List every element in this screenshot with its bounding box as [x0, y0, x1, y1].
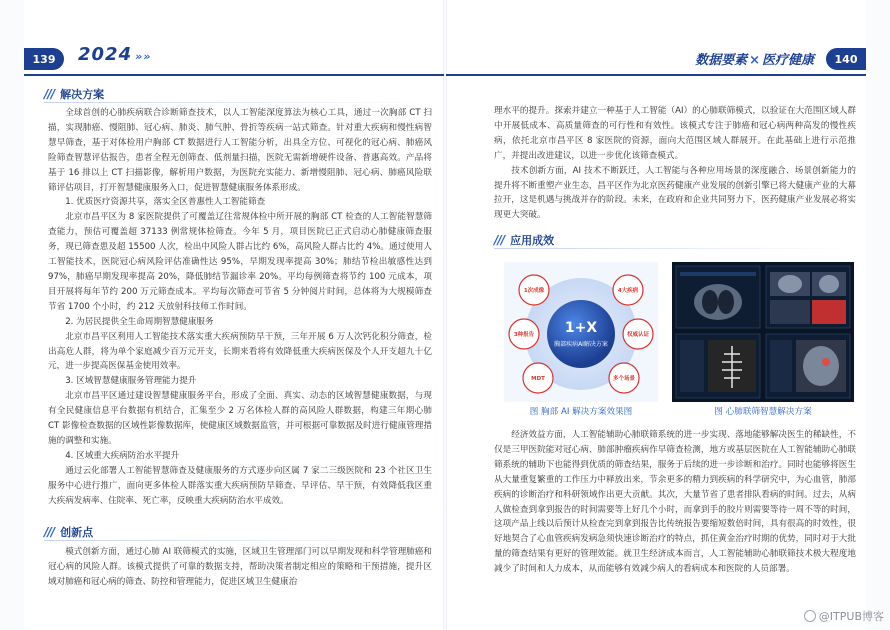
item-2-heading: 2. 为居民提供全生命周期智慧健康服务 [65, 316, 214, 327]
brand-left: 数据要素 [695, 53, 748, 68]
tag-r-text: 权威认证 [626, 332, 650, 338]
right-top-p2: 技术创新方面，AI 技术不断跃迁，人工智能与各种应用场景的深度融合、场景创新能力的提升将不断重塑产业生态，昌平区作为北京医药健康产业发展的创新引擎已将大健康产业的大幕拉开，这是机遇与挑战并存的阶段。未来，在政府和企业共同努力下，医药健康产业发展必将实现更大突破。 [494, 165, 856, 221]
right-page-number: 140 [826, 48, 866, 70]
brand-title [695, 49, 814, 68]
item-1-heading: 1. 优质医疗资源共享，落实全区普惠性人工智能筛查 [65, 197, 266, 208]
innovation-paragraph: 模式创新方面，通过心肺 AI 联筛模式的实施，区域卫生管理部门可以早期发现和科学管理肺癌和冠心病的风险人群。该模式提供了可靠的数据支持，帮助决策者制定相应的策略和干预措施，提升区域对肺癌和冠心病的筛查、防控和管理能力，促进区域卫生健康治 [48, 547, 432, 587]
solution-section-title [44, 86, 104, 102]
solution-title-text: 解决方案 [60, 88, 105, 101]
tag-tl-text: 1次成像 [523, 288, 545, 294]
economic-paragraph: 经济效益方面，人工智能辅助心肺联筛系统的进一步实现、落地能够解决医生的稀缺性，不仅是三甲医院能对冠心病、肺部肿瘤疾病作早筛查检测，地方或基层医院在人工智能辅助心肺联筛系统的辅助下也能得到优质的筛查结果，服务于后续的进一步诊断和治疗。同时也能够将医生从大量重复繁重的工作压力中释放出来，节余更多的精力到疾病的科学研究中，为心血管，肺部疾病的诊断治疗和科研领域作出更大贡献。其次，大量节省了患者排队看病的时间。过去，从病人做检查到拿到报告的时间需要等上好几个小时，而拿到手的胶片则需要等待一周不等的时间，这项产品上线以后预计从检查完到拿到报告比传统报告要缩短数倍时间，具有很高的时效性，很好地契合了心血管疾病发病急须快速诊断治疗的特点，抓住黄金治疗时期的优势，同时对于大批量的筛查结果有更好的管理效能。就卫生经济成本而言，人工智能辅助心肺联筛技术极大程度地减少了时间和人力成本，从而能够有效减少病人的看病成本和医院的人员部署。 [494, 430, 856, 575]
slashes-icon: /// [44, 87, 55, 101]
tag-l-text: 3种报告 [513, 332, 535, 338]
left-header-rule [24, 74, 444, 76]
solution-body [48, 106, 432, 508]
right-header-rule [446, 74, 866, 76]
left-page-number: 139 [24, 48, 64, 70]
figure-ai-solution [504, 262, 658, 402]
solution-intro: 全球首创的心肺疾病联合诊断筛查技术，以人工智能深度算法为核心工具，通过一次胸部 CT 扫描，实现肺癌、慢阻肺、冠心病、肺炎、肺气肿、骨折等疾病一站式筛查。针对重大疾病和慢性病智慧早筛查，基于对体检用户胸部 CT 数据进行人工智能分析，出具全方位、可视化的冠心病、肺癌风险筛查智慧评估报告，患者全程无创筛查、低剂量扫描，医院无需新增硬件设备、普惠高效。产品将基于 16 排以上 CT 扫描影像，解析用户数据，为医院充实能力、新增慢阻肺、冠心病、肺癌风险联筛评估项目，打开智慧健康服务入口，促进智慧健康服务体系形成。 [48, 108, 432, 193]
item-4-heading: 4. 区域重大疾病防治水平提升 [65, 450, 180, 461]
screen-bottom-right [766, 334, 850, 398]
results-section-title [494, 232, 554, 248]
results-title-text: 应用成效 [510, 234, 555, 247]
center-big-text: 1+X [564, 320, 598, 336]
watermark [804, 608, 884, 624]
tag-br-text: 多个场景 [612, 376, 636, 382]
ai-solution-diagram [504, 262, 658, 402]
year-text: 2024 [78, 44, 133, 65]
item-3-body: 北京市昌平区通过建设智慧健康服务平台，形成了全面、真实、动态的区域智慧健康数据，与现有全民健康信息平台数据有机结合，汇集至少 2 万名体检人群的高风险人群数据，构建三年期心肺 CT 影像检查数据的区域性影像数据库，使健康区域数据监管，并可根据可靠数据及时进行健康管理措施的调整和实施。 [48, 391, 432, 446]
watermark-icon [804, 610, 816, 622]
year-arrows: »» [135, 50, 152, 63]
screens-collage [672, 262, 854, 402]
screen-bottom-left [676, 334, 760, 398]
right-header [446, 44, 866, 70]
brand-x: × [749, 53, 760, 68]
slashes-icon: /// [494, 233, 505, 247]
right-bottom-body [494, 428, 856, 577]
tag-bl-text: MDT [531, 376, 545, 382]
left-header [24, 44, 444, 70]
item-4-body: 通过云化部署人工智能智慧筛查及健康服务的方式逐步向区属 7 家二三级医院和 23 个社区卫生服务中心进行推广，面向更多体检人群落实重大疾病预防早筛查、早评估、早干预，有效降低我区重大疾病发病率、住院率、死亡率，反映重大疾病防治水平成效。 [48, 465, 432, 506]
results-rule [494, 248, 854, 249]
tag-tr-text: 4大疾病 [617, 288, 639, 294]
right-top-body [494, 104, 856, 223]
brand-right: 医疗健康 [761, 53, 814, 68]
figure2-caption: 图 心肺联筛智慧解决方案 [714, 407, 812, 417]
right-top-p1: 理水平的提升。探索并建立一种基于人工智能（AI）的心肺联筛模式，以验证在大范围区域人群中开展低成本、高质量筛查的可行性和有效性。该模式专注于肺癌和冠心病两种高发的慢性疾病，依托北京市昌平区 8 家医院的资源，面向大范围区域人群展开。在此基础上进行示范推广，并提出改进建议，以进一步优化该筛查模式。 [494, 106, 856, 161]
screen-top-left [676, 266, 760, 328]
year-logo [78, 44, 151, 65]
page-gutter [443, 0, 447, 630]
innovation-rule [44, 540, 434, 541]
figure-lung-heart-screens [672, 262, 854, 402]
item-2-body: 北京市昌平区利用人工智能技术落实重大疾病预防早干预，三年开展 6 万人次钙化积分筛查，检出高危人群，将为单个家庭减少百万元开支，长期来看将有效降低重大疾病医保及个人开支超九十亿元，进一步提高医保基金使用效率。 [48, 331, 432, 372]
item-3-heading: 3. 区域智慧健康服务管理能力提升 [65, 376, 197, 387]
figure1-caption: 图 胸部 AI 解决方案效果图 [529, 407, 633, 417]
slashes-icon: /// [44, 525, 55, 539]
center-small-text: 胸部疾病AI解决方案 [554, 341, 608, 348]
solution-rule [44, 102, 434, 103]
innovation-body [48, 545, 432, 590]
watermark-text: @ITPUB博客 [818, 610, 884, 623]
item-1-body: 北京市昌平区为 8 家医院提供了可覆盖辽往常规体检中所开展的胸部 CT 检查的人工智能智慧筛查能力，预估可覆盖超 37133 例常规体检筛查。今年 5 月，项目医院已正式启动心肺健康筛查服务，现已筛查患及超 15500 人次，检出中风险人群占比约 6%，高风险人群占比约 4%。通过使用人工智能技术，医院冠心病风险评估准确性达 95%，早期发现率提高 30%；肺结节检出敏感性达到 97%，肺癌早期发现率提高 20%，降低肺结节漏诊率 20%。平均每例筛查将节约 100 元成本，项目开展将每年节约 200 万元筛查成本。平均每次筛查可节省 5 分钟阅片时间，总体将为大规模筛查节省 1700 个小时，约 212 天放射科技师工作时间。 [48, 212, 432, 312]
innovation-title-text: 创新点 [60, 526, 94, 539]
innovation-section-title [44, 524, 93, 540]
screen-top-right [766, 266, 850, 328]
